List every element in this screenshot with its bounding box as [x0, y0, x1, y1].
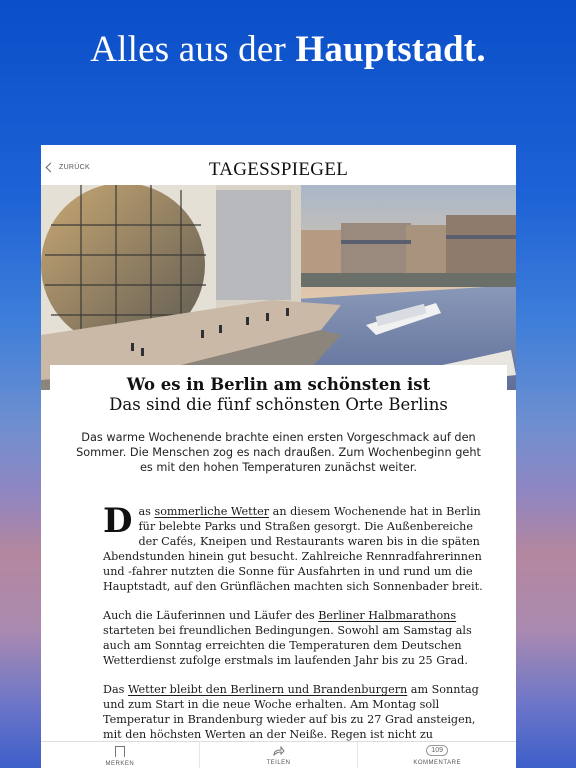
share-icon — [273, 746, 285, 756]
promo-headline-bold: Hauptstadt. — [295, 29, 486, 70]
article-screen — [41, 145, 516, 768]
drop-cap: D — [103, 501, 133, 541]
link-wetter-bleibt[interactable]: Wetter bleibt den Berlinern und Brandenburgern — [127, 683, 408, 696]
article-lede: Das warme Wochenende brachte einen ersten Vorgeschmack auf den Sommer. Die Menschen zog es nach draußen. Zum Wochenbeginn geht es mit den hohen Temperaturen zunächst weiter. — [76, 431, 481, 474]
publication-logo: TAGESSPIEGEL — [208, 159, 349, 180]
article-body — [103, 501, 491, 757]
link-berliner-halbmarathons[interactable]: Berliner Halbmarathons — [318, 609, 457, 622]
paragraph-2-text-b: starteten bei freundlichen Bedingungen. Sowohl am Samstag als auch am Sonntag erreichten die Temperaturen dem Deutschen Wetterdienst zufolge erstmals im laufenden Jahr bis zu 25 Grad. — [103, 624, 472, 667]
paragraph-2 — [103, 608, 491, 668]
promo-headline-regular: Alles aus der — [90, 29, 286, 70]
paragraph-1-text-a: as — [138, 505, 155, 518]
promo-headline — [0, 28, 576, 71]
hero-image — [41, 185, 516, 390]
article-title: Wo es in Berlin am schönsten ist — [126, 375, 431, 394]
paragraph-1-text-b: an diesem Wochenende hat in Berlin für belebte Parks und Straßen gesorgt. Die Außenbereiche der Cafés, Kneipen und Restaurants waren bis in die späten Abendstunden hinein gut besucht. Zahlreiche Rennradfahrerinnen und -fahrer nutzten die Sonne für Ausfahrten in und rund um die Hauptstadt, auf den Grünflächen machten sich Sonnenbader breit. — [103, 505, 483, 593]
bookmark-label: MERKEN — [105, 761, 135, 767]
bottom-toolbar — [41, 741, 516, 768]
comments-label: KOMMENTARE — [413, 760, 461, 766]
paragraph-3-text-b: am Sonntag und zum Start in die neue Woche erhalten. Am Montag soll Temperatur in Brandenburg wieder auf bis zu 27 Grad ansteigen, mit den höchsten Werten an der Neiße. Regen ist nicht zu — [103, 683, 479, 741]
back-label: ZURÜCK — [59, 164, 90, 171]
hero-photo-illustration — [41, 185, 516, 390]
bookmark-icon — [115, 746, 125, 757]
comments-count-badge: 109 — [426, 745, 448, 756]
link-sommerliche-wetter[interactable]: sommerliche Wetter — [154, 505, 270, 518]
paragraph-3-text-a: Das — [103, 683, 128, 696]
bookmark-button[interactable] — [41, 742, 200, 768]
share-label: TEILEN — [266, 760, 291, 766]
paragraph-2-text-a: Auch die Läuferinnen und Läufer des — [103, 609, 319, 622]
paragraph-1 — [103, 501, 491, 594]
article-content — [50, 365, 507, 765]
article-subtitle: Das sind die fünf schönsten Orte Berlins — [109, 395, 448, 414]
share-button[interactable] — [200, 742, 359, 768]
comments-button[interactable] — [358, 742, 516, 768]
top-bar — [41, 145, 516, 185]
